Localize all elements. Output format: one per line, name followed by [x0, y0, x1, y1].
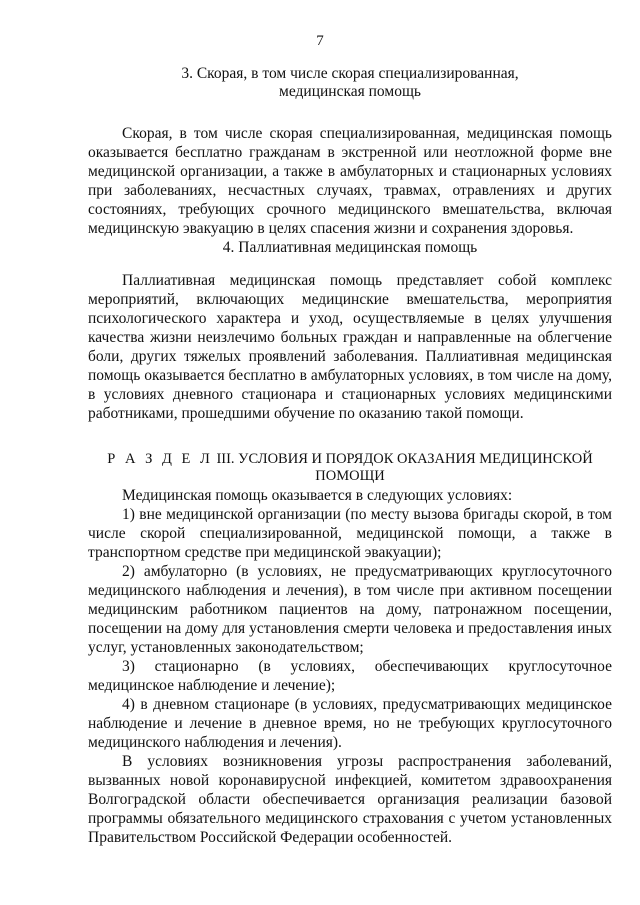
razdel-prefix: Р А З Д Е Л	[107, 451, 213, 467]
razdel-title: III. УСЛОВИЯ И ПОРЯДОК ОКАЗАНИЯ МЕДИЦИНСКОЙ ПОМОЩИ	[216, 451, 593, 484]
section-4-heading: 4. Паллиативная медицинская помощь	[222, 239, 478, 256]
section-4-paragraph: Паллиативная медицинская помощь представляет собой комплекс мероприятий, включающих медицинские вмешательства, мероприятия психологического характера и уход, осуществляемые в целях улучшения качества жизни неизлечимо больных граждан и направленные на облегчение боли, других тяжелых проявлений заболевания. Паллиативная медицинская помощь оказывается бесплатно в амбулаторных условиях, в том числе на дому, в условиях дневного стационара и стационарных условиях медицинскими работниками, прошедшими обучение по оказанию такой помощи.	[88, 272, 612, 422]
section-3-paragraph: Скорая, в том числе скорая специализированная, медицинская помощь оказывается бесплатно гражданам в экстренной или неотложной форме вне медицинской организации, а также в амбулаторных и стационарных условиях при заболеваниях, несчастных случаях, травмах, отравлениях и других состояниях, требующих срочного медицинского вмешательства, включая медицинскую эвакуацию в целях спасения жизни и сохранения здоровья.	[88, 125, 612, 237]
covid-paragraph: В условиях возникновения угрозы распространения заболеваний, вызванных новой коронавирусной инфекцией, комитетом здравоохранения Волгоградской области обеспечивается организация реализации базовой программы обязательного медицинского страхования с учетом установленных Правительством Российской Федерации особенностей.	[88, 753, 612, 846]
conditions-intro: Медицинская помощь оказывается в следующих условиях:	[122, 487, 513, 504]
section-3-heading-line-2: медицинская помощь	[279, 83, 421, 100]
section-3-heading	[88, 65, 612, 101]
condition-item: 3) стационарно (в условиях, обеспечивающих круглосуточное медицинское наблюдение и лечение);	[88, 658, 612, 694]
page-number: 7	[316, 33, 324, 49]
razdel-heading	[88, 451, 612, 485]
conditions-list	[88, 486, 612, 847]
condition-item: 2) амбулаторно (в условиях, не предусматривающих круглосуточного медицинского наблюдения и лечения), в том числе при активном посещении медицинским работником пациентов на дому, патронажном посещении, посещении на дому для установления смерти человека и предоставления иных услуг, установленных законодательством;	[88, 563, 612, 656]
section-3-heading-line-1: 3. Скорая, в том числе скорая специализированная,	[181, 65, 519, 82]
condition-item: 1) вне медицинской организации (по месту вызова бригады скорой, в том числе скорой специализированной, медицинской помощи, а также в транспортном средстве при медицинской эвакуации);	[88, 506, 612, 561]
condition-item: 4) в дневном стационаре (в условиях, предусматривающих медицинское наблюдение и лечение в дневное время, но не требующих круглосуточного медицинского наблюдения и лечения).	[88, 696, 612, 751]
